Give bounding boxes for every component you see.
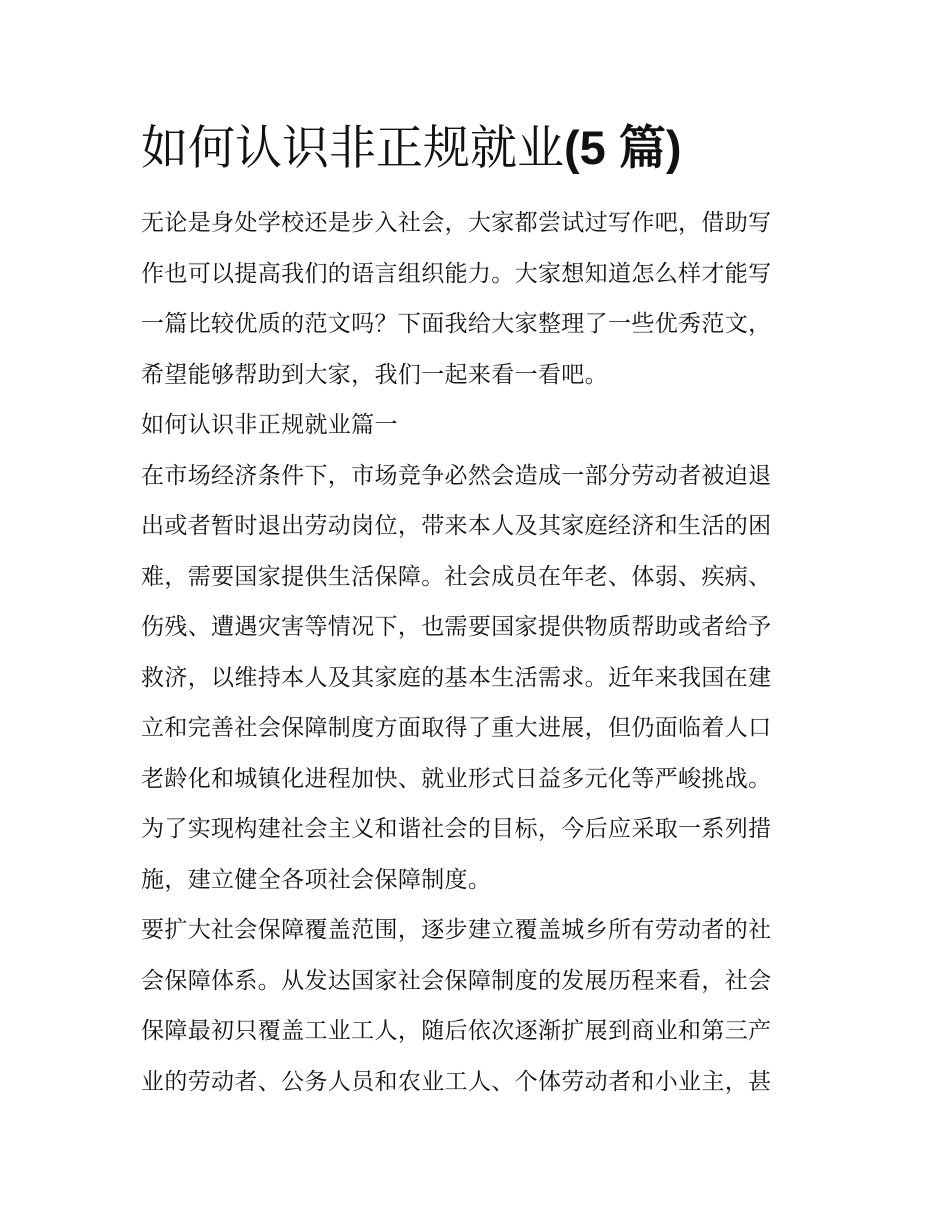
- text-line: 伤残、遭遇灾害等情况下，也需要国家提供物质帮助或者给予: [141, 614, 772, 640]
- text-line: 立和完善社会保障制度方面取得了重大进展，但仍面临着人口: [141, 715, 772, 741]
- text-line: 在市场经济条件下，市场竞争必然会造成一部分劳动者被迫退: [141, 462, 772, 489]
- text-line: 作也可以提高我们的语言组织能力。大家想知道怎么样才能写: [141, 260, 772, 287]
- text-line: 难，需要国家提供生活保障。社会成员在年老、体弱、疾病、: [141, 563, 772, 590]
- text-line: 希望能够帮助到大家，我们一起来看一看吧。: [141, 361, 608, 388]
- title-suffix: (5 篇): [564, 121, 682, 174]
- text-line: 出或者暂时退出劳动岗位，带来本人及其家庭经济和生活的困: [141, 513, 772, 539]
- text-line: 要扩大社会保障覆盖范围，逐步建立覆盖城乡所有劳动者的社: [141, 917, 772, 943]
- text-line: 救济，以维持本人及其家庭的基本生活需求。近年来我国在建: [141, 664, 772, 691]
- text-line: 老龄化和城镇化进程加快、就业形式日益多元化等严峻挑战。: [141, 765, 772, 792]
- text-line: 为了实现构建社会主义和谐社会的目标，今后应采取一系列措: [141, 816, 772, 842]
- text-line: 会保障体系。从发达国家社会保障制度的发展历程来看，社会: [141, 967, 772, 994]
- document-body: [141, 118, 816, 1107]
- text-line: 业的劳动者、公务人员和农业工人、个体劳动者和小业主，甚: [141, 1068, 772, 1095]
- body-paragraph-1: [141, 451, 816, 906]
- document-title: [141, 118, 816, 198]
- intro-paragraph: [141, 198, 816, 400]
- text-line: 施，建立健全各项社会保障制度。: [141, 866, 492, 893]
- text-line: 一篇比较优质的范文吗？下面我给大家整理了一些优秀范文，: [141, 311, 772, 337]
- body-paragraph-2: [141, 905, 816, 1107]
- title-text: 如何认识非正规就业: [141, 123, 564, 175]
- text-line: 保障最初只覆盖工业工人，随后依次逐渐扩展到商业和第三产: [141, 1018, 772, 1044]
- text-line: 无论是身处学校还是步入社会，大家都尝试过写作吧，借助写: [141, 210, 772, 236]
- section-heading: 如何认识非正规就业篇一: [141, 412, 398, 438]
